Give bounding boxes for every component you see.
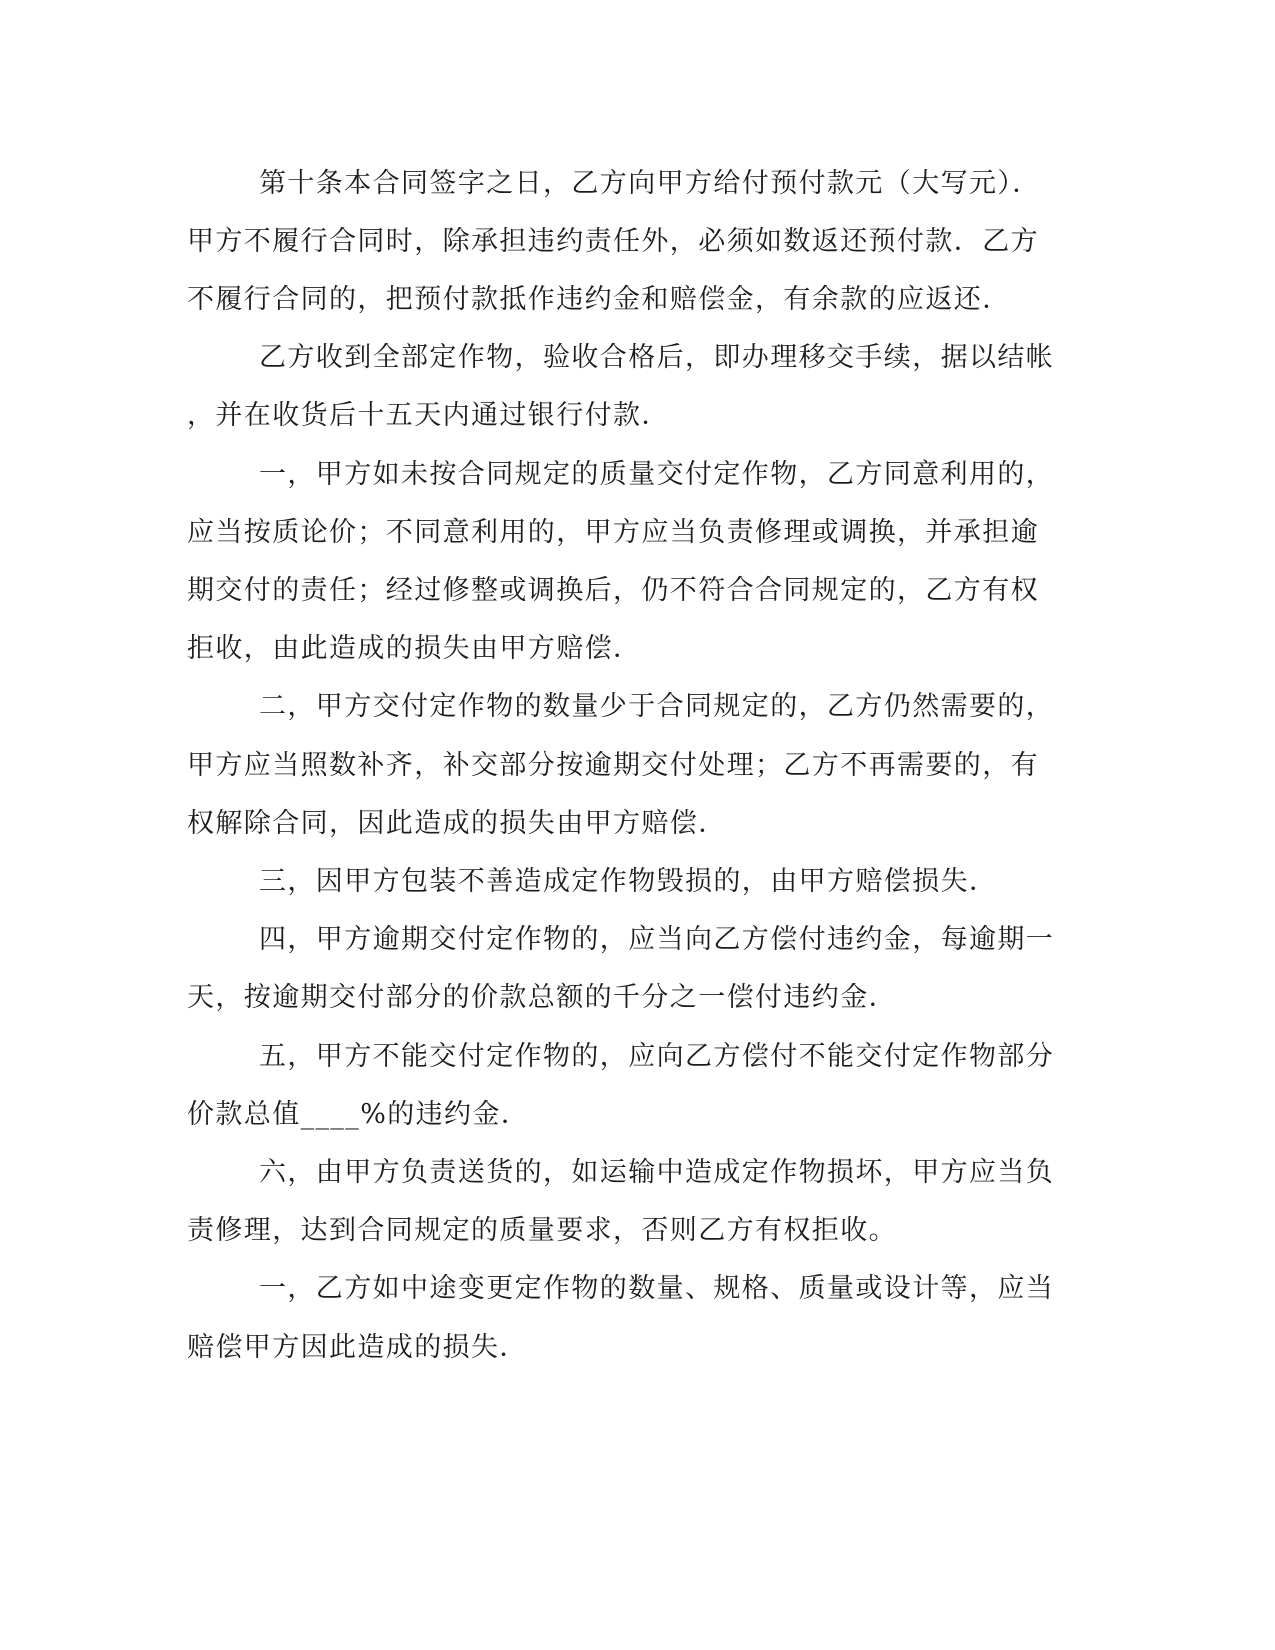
text-line: 二，甲方交付定作物的数量少于合同规定的，乙方仍然需要的， xyxy=(259,691,1055,722)
text-line: 六，由甲方负责送货的，如运输中造成定作物损坏，甲方应当负 xyxy=(259,1157,1055,1188)
text-line: 期交付的责任；经过修整或调换后，仍不符合合同规定的，乙方有权 xyxy=(187,575,1039,606)
text-line: 一，乙方如中途变更定作物的数量、规格、质量或设计等，应当 xyxy=(259,1273,1055,1304)
text-line: 五，甲方不能交付定作物的，应向乙方偿付不能交付定作物部分 xyxy=(259,1041,1055,1072)
text-line: 不履行合同的，把预付款抵作违约金和赔偿金，有余款的应返还． xyxy=(187,284,1011,315)
text-line: 一，甲方如未按合同规定的质量交付定作物，乙方同意利用的， xyxy=(259,459,1055,490)
text-line: 价款总值____%的违约金． xyxy=(187,1099,530,1130)
text-line: 天，按逾期交付部分的价款总额的千分之一偿付违约金． xyxy=(187,982,897,1013)
text-line: 赔偿甲方因此造成的损失． xyxy=(187,1332,528,1363)
text-line: 乙方收到全部定作物，验收合格后，即办理移交手续，据以结帐 xyxy=(259,342,1055,373)
text-line: 权解除合同，因此造成的损失由甲方赔偿． xyxy=(187,808,727,839)
text-line: 第十条本合同签字之日，乙方向甲方给付预付款元（大写元）． xyxy=(259,168,1041,199)
text-line: 四，甲方逾期交付定作物的，应当向乙方偿付违约金，每逾期一 xyxy=(259,924,1055,955)
text-line: ，并在收货后十五天内通过银行付款． xyxy=(187,400,670,431)
text-line: 应当按质论价；不同意利用的，甲方应当负责修理或调换，并承担逾 xyxy=(187,517,1039,548)
text-line: 甲方应当照数补齐，补交部分按逾期交付处理；乙方不再需要的，有 xyxy=(187,750,1039,781)
text-line: 责修理，达到合同规定的质量要求，否则乙方有权拒收。 xyxy=(187,1215,897,1246)
text-line: 拒收，由此造成的损失由甲方赔偿． xyxy=(187,633,642,664)
text-line: 三，因甲方包装不善造成定作物毁损的，由甲方赔偿损失． xyxy=(259,866,998,897)
text-line: 甲方不履行合同时，除承担违约责任外，必须如数返还预付款．乙方 xyxy=(187,226,1039,257)
